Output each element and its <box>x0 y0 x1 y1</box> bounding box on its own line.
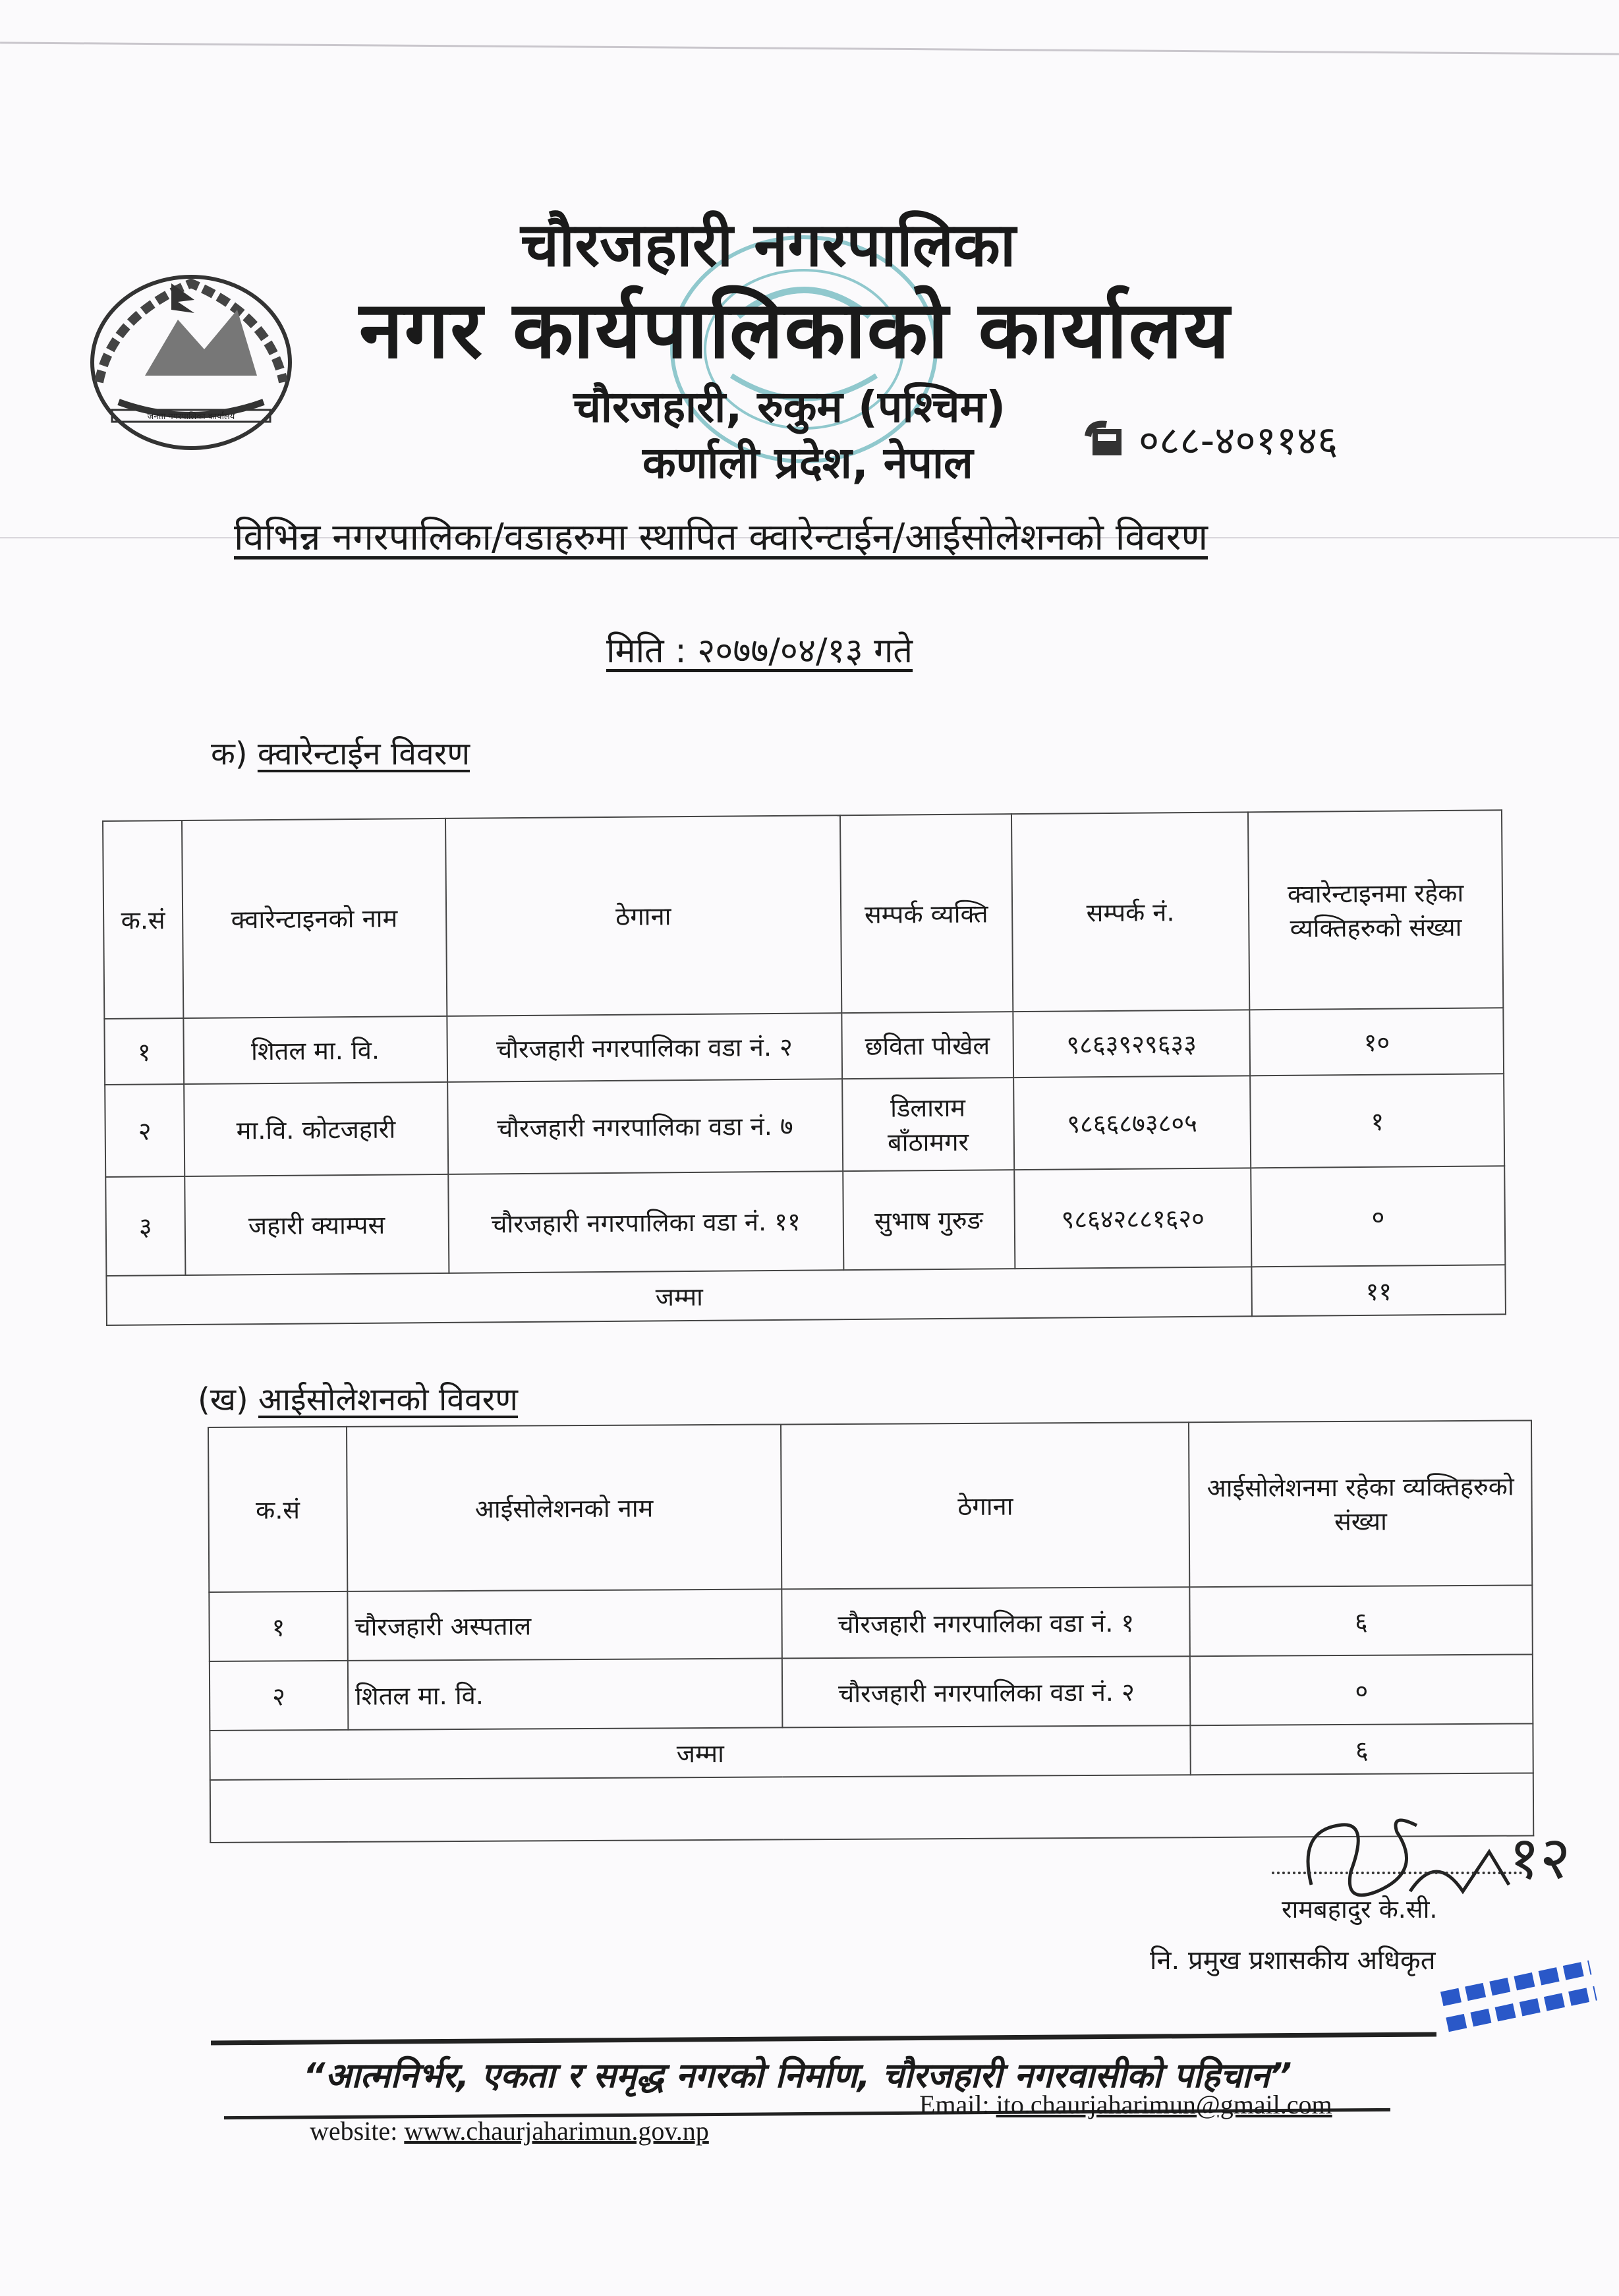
document-date: मिति : २०७७/०४/१३ गते <box>606 631 913 671</box>
col-header-contact-person: सम्पर्क व्यक्ति <box>840 814 1013 1013</box>
municipality-motto: “आत्मनिर्भर, एकता र समृद्ध नगरको निर्माण, चौरजहारी नगरवासीको पहिचान” <box>303 2056 1292 2096</box>
cell-name: चौरजहारी अस्पताल <box>347 1589 782 1660</box>
website-label: website: <box>310 2116 405 2146</box>
cell-sn: १ <box>209 1592 347 1661</box>
office-province: कर्णाली प्रदेश, नेपाल <box>642 438 973 488</box>
table-row <box>209 1585 1533 1661</box>
office-address: चौरजहारी, रुकुम (पश्चिम) <box>573 382 1006 432</box>
footer-rule-top <box>211 2032 1436 2046</box>
signature-line <box>1272 1872 1522 1874</box>
isolation-heading-text: आईसोलेशनको विवरण <box>258 1381 519 1418</box>
col-header-address: ठेगाना <box>781 1422 1190 1589</box>
total-row <box>210 1723 1533 1780</box>
phone-number: ०८८-४०११४६ <box>1139 418 1338 464</box>
quarantine-section-heading <box>211 732 470 774</box>
quarantine-table <box>102 809 1506 1326</box>
cell-address: चौरजहारी नगरपालिका वडा नं. ११ <box>448 1171 843 1273</box>
signatory-name: रामबहादुर के.सी. <box>1282 1895 1438 1924</box>
cell-name: शितल मा. वि. <box>348 1658 783 1729</box>
cell-contact-person: छविता पोखेल <box>841 1012 1013 1079</box>
office-phone <box>1081 412 1338 466</box>
cell-sn: १ <box>104 1018 184 1085</box>
cell-contact-no: ९८६३९२९६३३ <box>1013 1010 1251 1077</box>
cell-contact-no: ९८६६८७३८०५ <box>1013 1076 1251 1170</box>
telephone-icon <box>1081 416 1127 462</box>
isolation-section-heading <box>198 1377 518 1420</box>
website-link[interactable]: www.chaurjaharimun.gov.np <box>404 2116 709 2146</box>
table-row <box>104 1008 1504 1085</box>
footer-website <box>310 2115 709 2146</box>
office-name: नगर कार्यपालिकाको कार्यालय <box>359 285 1231 376</box>
total-label: जम्मा <box>106 1267 1252 1325</box>
col-header-quarantine-name: क्वारेन्टाइनको नाम <box>182 818 447 1018</box>
cell-count: १० <box>1250 1008 1504 1076</box>
cell-contact-person: डिलाराम बाँठामगर <box>842 1077 1014 1171</box>
total-value: ११ <box>1252 1265 1506 1316</box>
document-subject: विभिन्न नगरपालिका/वडाहरुमा स्थापित क्वारेन्टाईन/आईसोलेशनको विवरण <box>234 516 1208 559</box>
nepal-emblem-icon <box>72 264 310 461</box>
table-row <box>105 1166 1505 1276</box>
footer-email <box>919 2089 1332 2120</box>
cell-sn: २ <box>105 1084 185 1177</box>
col-header-sn: क.सं <box>103 820 183 1019</box>
cell-name: शितल मा. वि. <box>183 1016 447 1084</box>
col-header-count: आईसोलेशनमा रहेका व्यक्तिहरुको संख्या <box>1189 1420 1532 1587</box>
cell-contact-no: ९८६४२८८१६२० <box>1014 1168 1252 1269</box>
quarantine-header-row <box>103 810 1503 1019</box>
cell-name: मा.वि. कोटजहारी <box>184 1082 448 1176</box>
signatory-title: नि. प्रमुख प्रशासकीय अधिकृत <box>1150 1945 1436 1976</box>
table-row <box>105 1074 1504 1177</box>
total-value: ६ <box>1191 1723 1533 1775</box>
col-header-isolation-name: आईसोलेशनको नाम <box>347 1424 782 1591</box>
isolation-table <box>208 1420 1534 1843</box>
cell-sn: २ <box>210 1661 348 1731</box>
signature-date: १२ <box>1509 1823 1571 1893</box>
cell-address: चौरजहारी नगरपालिका वडा नं. २ <box>782 1656 1191 1727</box>
col-header-contact-no: सम्पर्क नं. <box>1011 812 1250 1012</box>
cell-sn: ३ <box>105 1176 185 1276</box>
officer-stamp-icon <box>1417 1937 1614 2056</box>
isolation-header-row <box>208 1420 1532 1592</box>
cell-name: जहारी क्याम्पस <box>185 1174 449 1275</box>
cell-address: चौरजहारी नगरपालिका वडा नं. ७ <box>447 1079 843 1174</box>
isolation-heading-prefix: (ख) <box>198 1381 258 1418</box>
scan-edge-line <box>0 42 1619 55</box>
municipality-name: चौरजहारी नगरपालिका <box>521 210 1016 280</box>
cell-address: चौरजहारी नगरपालिका वडा नं. २ <box>447 1013 842 1082</box>
cell-count: ६ <box>1190 1585 1533 1656</box>
total-row <box>106 1265 1506 1325</box>
col-header-sn: क.सं <box>208 1427 347 1592</box>
total-label: जम्मा <box>210 1725 1191 1780</box>
table-row <box>210 1654 1533 1731</box>
col-header-address: ठेगाना <box>445 815 842 1016</box>
quarantine-heading-text: क्वारेन्टाईन विवरण <box>257 735 470 772</box>
quarantine-heading-prefix: क) <box>211 735 258 772</box>
cell-count: ० <box>1190 1654 1533 1725</box>
email-label: Email: <box>919 2090 996 2119</box>
email-link[interactable]: ito.chaurjaharimun@gmail.com <box>996 2090 1332 2119</box>
cell-count: ० <box>1251 1166 1506 1267</box>
cell-count: १ <box>1250 1074 1504 1168</box>
col-header-count: क्वारेन्टाइनमा रहेका व्यक्तिहरुको संख्या <box>1248 810 1503 1010</box>
cell-address: चौरजहारी नगरपालिका वडा नं. १ <box>781 1587 1190 1658</box>
cell-contact-person: सुभाष गुरुङ <box>843 1170 1015 1270</box>
emblem-caption: जनता नगरपालिका कार्यालय <box>147 412 235 422</box>
